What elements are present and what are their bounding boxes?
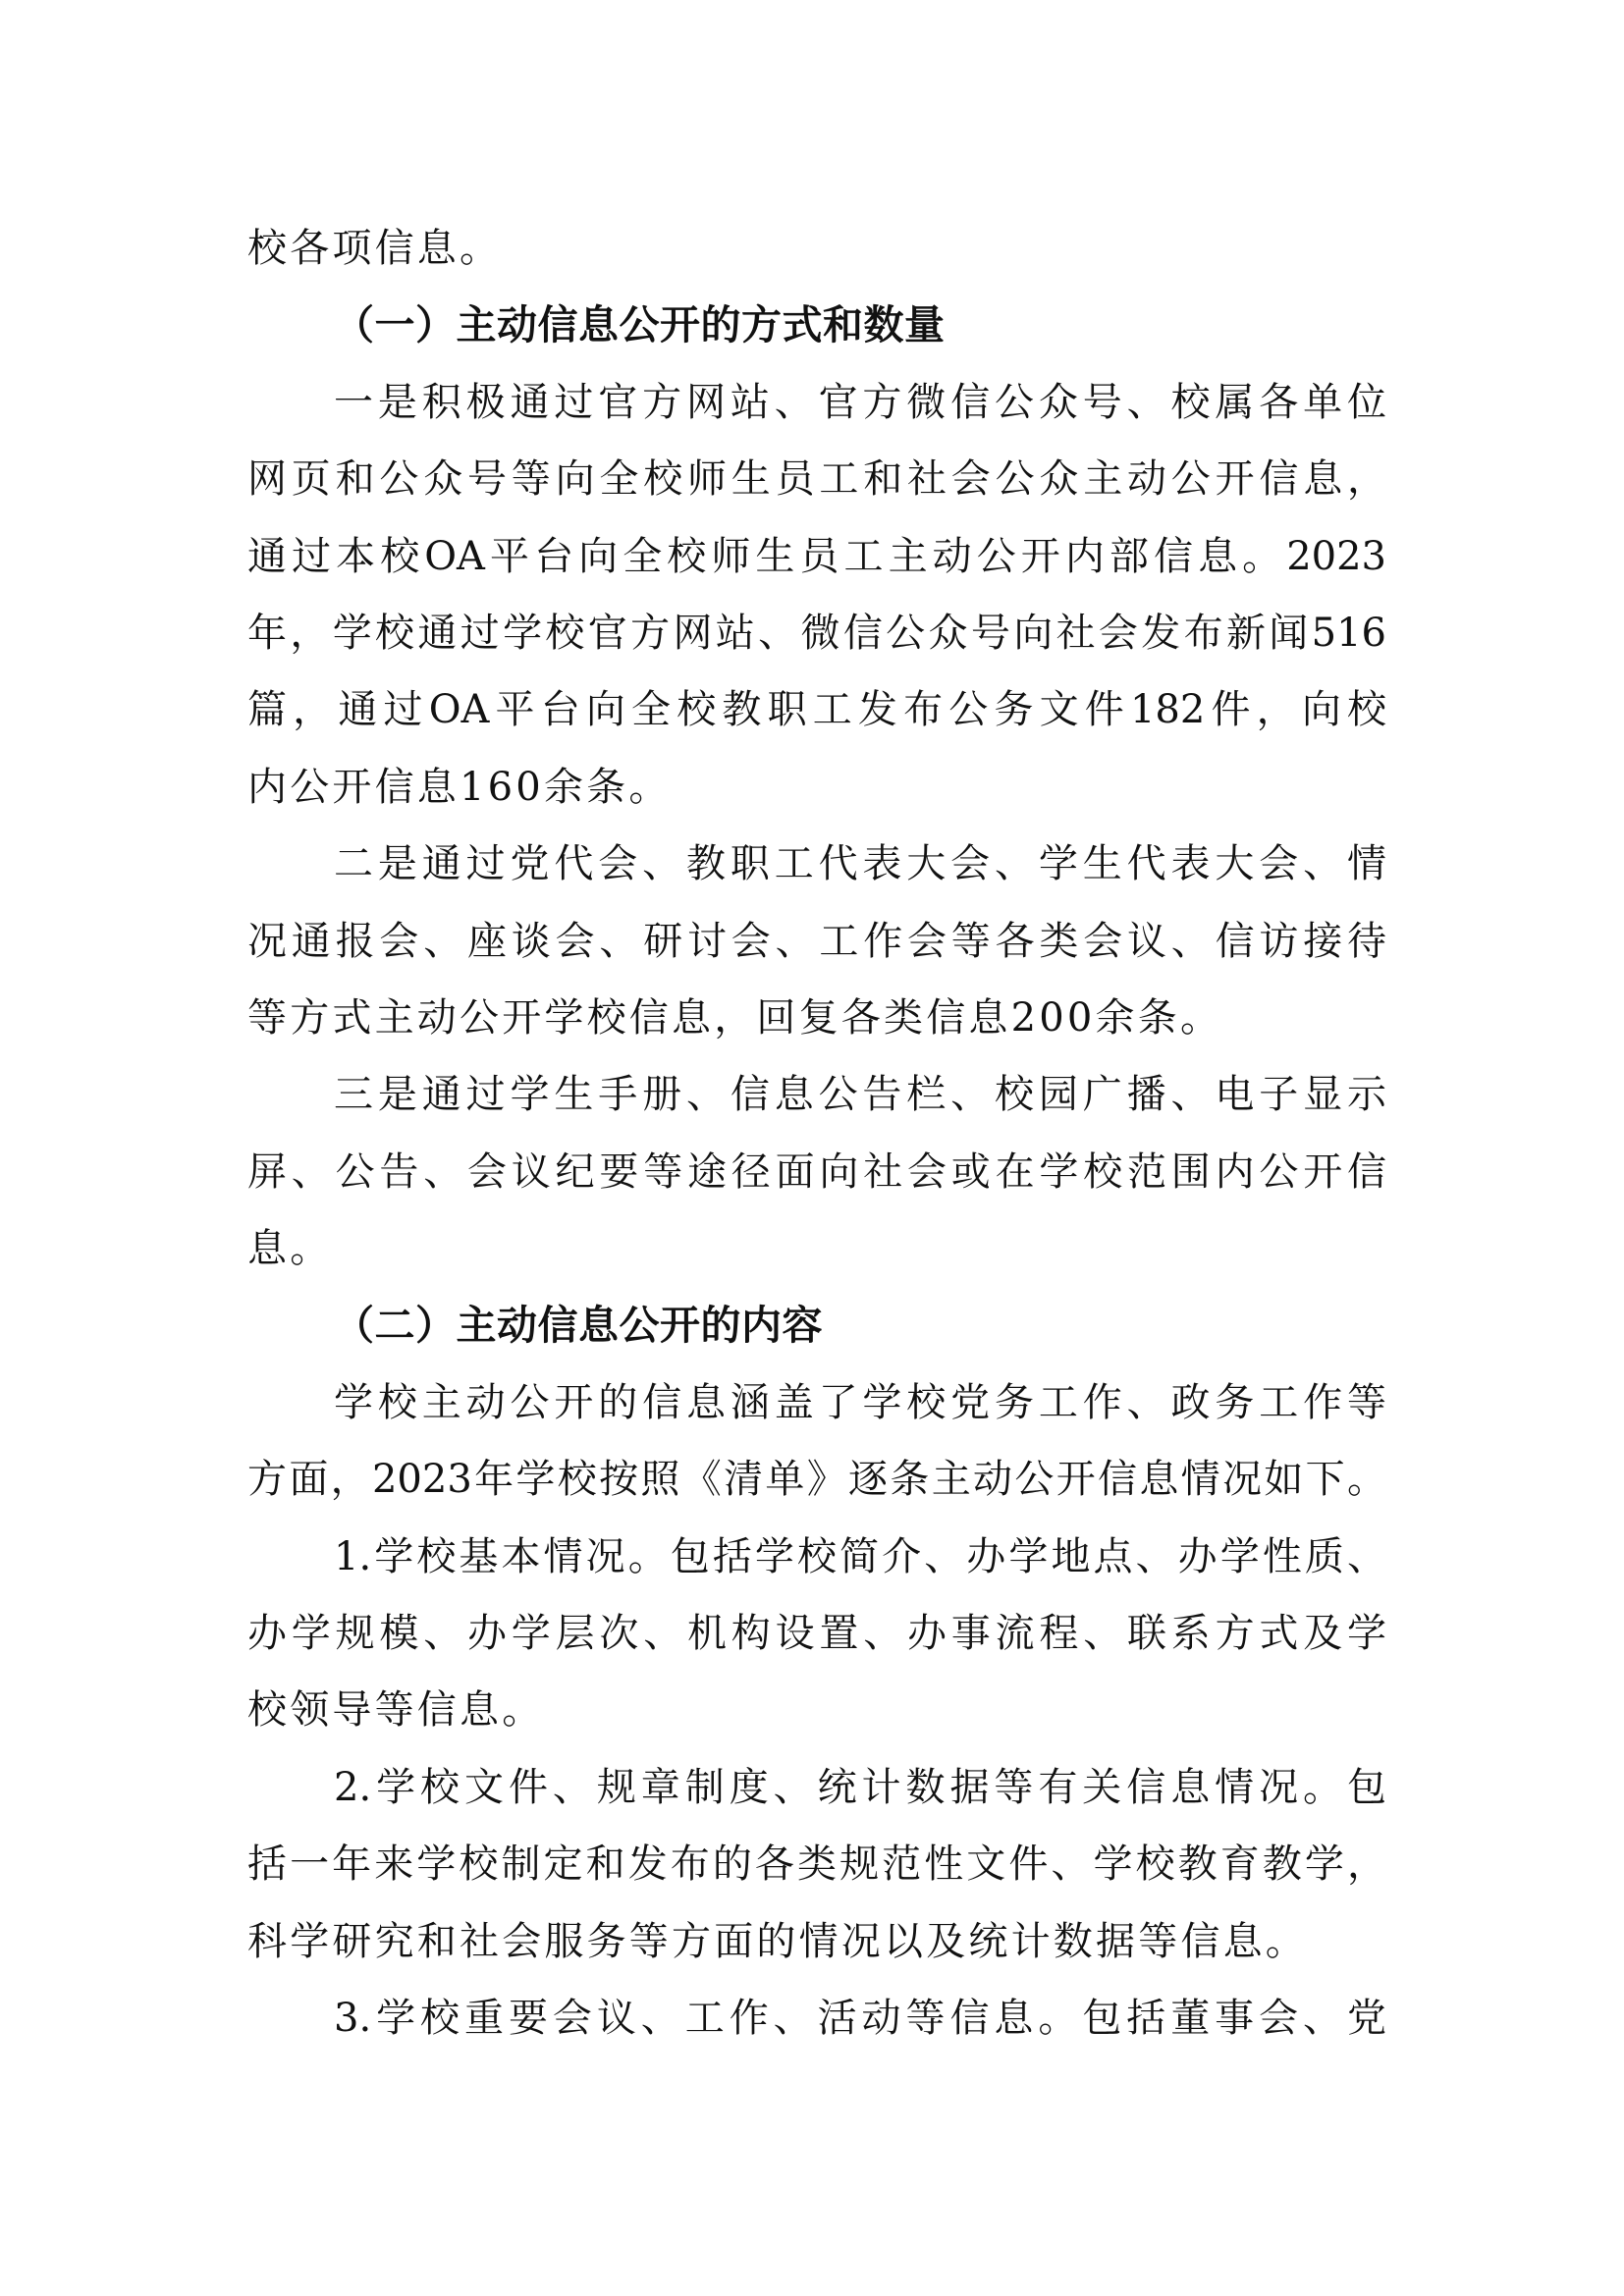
text-line: 办学规模、办学层次、机构设置、办事流程、联系方式及学 bbox=[247, 1611, 1386, 1657]
document-page bbox=[247, 210, 1386, 2056]
text-line: 科学研究和社会服务等方面的情况以及统计数据等信息。 bbox=[247, 1918, 1308, 1964]
paragraph-channels-2 bbox=[247, 826, 1386, 1056]
list-item-1 bbox=[247, 1519, 1386, 1749]
text-line: 况通报会、座谈会、研讨会、工作会等各类会议、信访接待 bbox=[247, 918, 1386, 964]
text-line: 一是积极通过官方网站、官方微信公众号、校属各单位 bbox=[334, 379, 1386, 425]
text-line: 括一年来学校制定和发布的各类规范性文件、学校教育教学， bbox=[247, 1842, 1386, 1888]
text-line: 息。 bbox=[247, 1226, 333, 1272]
text-line: 内公开信息160余条。 bbox=[247, 764, 672, 810]
text-line: 年，学校通过学校官方网站、微信公众号向社会发布新闻516 bbox=[247, 610, 1386, 656]
continuation-text: 校各项信息。 bbox=[247, 226, 503, 271]
text-line: 校领导等信息。 bbox=[247, 1687, 545, 1734]
text-line: 方面，2023年学校按照《清单》逐条主动公开信息情况如下。 bbox=[247, 1457, 1386, 1503]
text-line: 1.学校基本情况。包括学校简介、办学地点、办学性质、 bbox=[334, 1533, 1386, 1579]
text-line: 2.学校文件、规章制度、统计数据等有关信息情况。包 bbox=[334, 1764, 1386, 1810]
paragraph-channels-1 bbox=[247, 364, 1386, 826]
list-item-3 bbox=[247, 1980, 1386, 2056]
paragraph-intro bbox=[247, 1364, 1386, 1519]
section-heading-1: （一）主动信息公开的方式和数量 bbox=[334, 301, 946, 349]
text-line: 3.学校重要会议、工作、活动等信息。包括董事会、党 bbox=[334, 1995, 1386, 2041]
paragraph-channels-3 bbox=[247, 1056, 1386, 1287]
list-item-2 bbox=[247, 1749, 1386, 1980]
text-line: 三是通过学生手册、信息公告栏、校园广播、电子显示 bbox=[334, 1072, 1386, 1118]
text-line: 二是通过党代会、教职工代表大会、学生代表大会、情 bbox=[334, 841, 1386, 887]
text-line: 学校主动公开的信息涵盖了学校党务工作、政务工作等 bbox=[334, 1379, 1386, 1425]
text-line: 等方式主动公开学校信息，回复各类信息200余条。 bbox=[247, 994, 1223, 1041]
text-line: 网页和公众号等向全校师生员工和社会公众主动公开信息， bbox=[247, 456, 1386, 503]
text-line: 屏、公告、会议纪要等途径面向社会或在学校范围内公开信 bbox=[247, 1148, 1386, 1195]
text-line: 篇，通过OA平台向全校教职工发布公务文件182件，向校 bbox=[247, 687, 1386, 733]
text-line: 通过本校OA平台向全校师生员工主动公开内部信息。2023 bbox=[247, 533, 1386, 579]
section-heading-2: （二）主动信息公开的内容 bbox=[334, 1302, 823, 1350]
